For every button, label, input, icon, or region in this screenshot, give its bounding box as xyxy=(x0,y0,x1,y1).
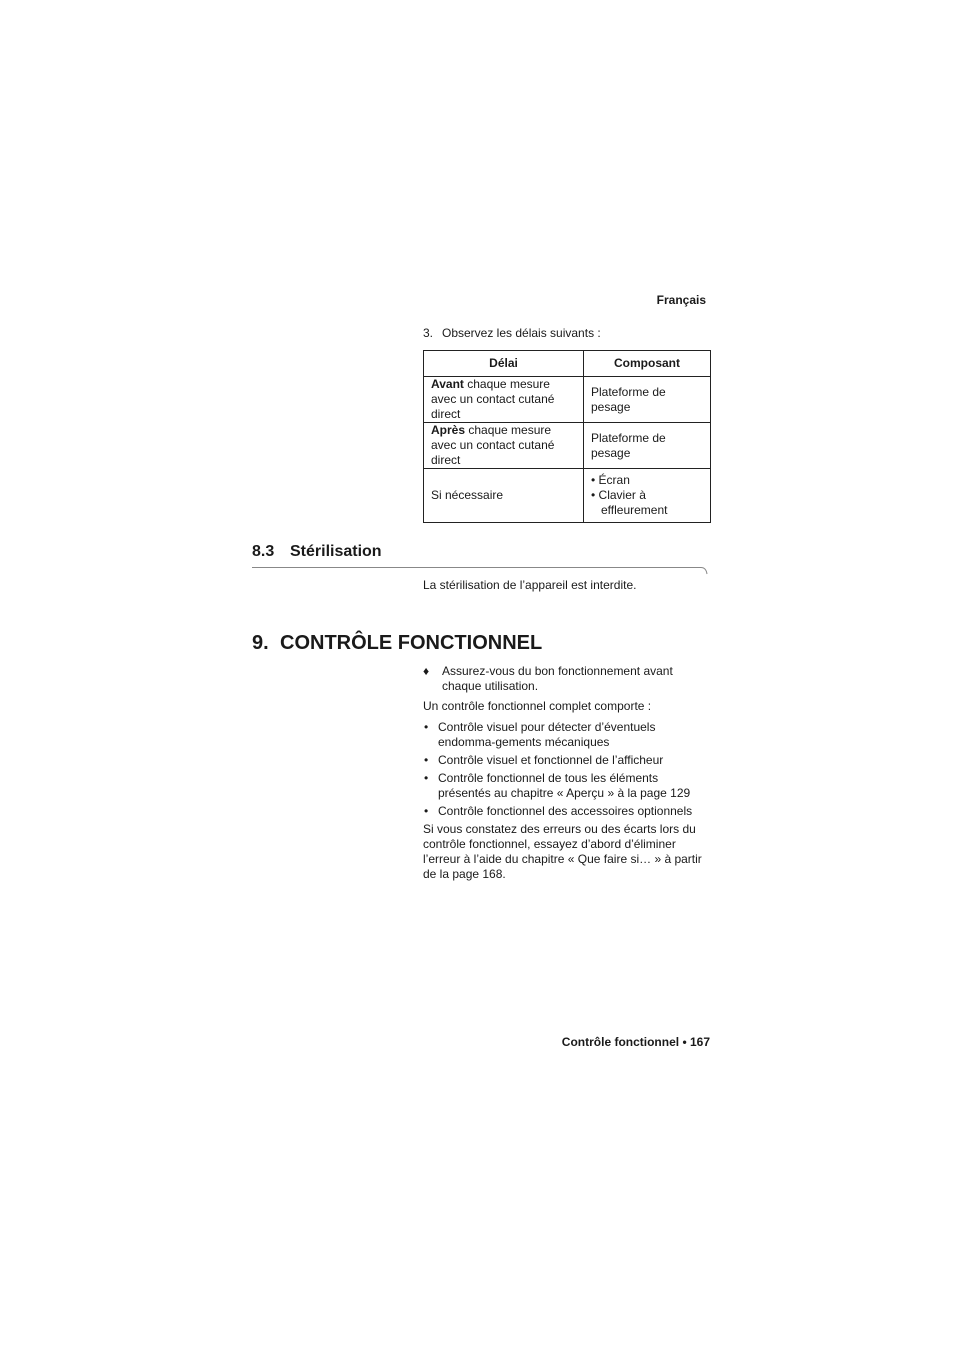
language-label: Français xyxy=(656,293,706,307)
table-row xyxy=(424,377,711,423)
section-title: Stérilisation xyxy=(290,543,382,560)
section-heading-8-3 xyxy=(252,543,382,561)
intro-text: Un contrôle fonctionnel complet comporte : xyxy=(423,699,652,713)
cleaning-delays-table xyxy=(423,350,711,523)
action-text: Assurez-vous du bon fonctionnement avant chaque utilisation. xyxy=(442,664,673,693)
check-list xyxy=(423,720,713,822)
component-cell: Plateforme de pesage xyxy=(584,377,711,423)
column-header-delay: Délai xyxy=(424,351,584,377)
list-item: • Contrôle visuel pour détecter d’éventuels endomma-gements mécaniques xyxy=(423,720,713,750)
delay-keyword: Après xyxy=(431,423,466,437)
component-cell xyxy=(584,469,711,523)
delay-description: chaque mesure avec un contact cutané direct xyxy=(431,377,555,421)
list-item: • Contrôle fonctionnel de tous les éléments présentés au chapitre « Aperçu » à la page 129 xyxy=(423,771,713,801)
list-item: • Clavier à effleurement xyxy=(591,488,668,517)
action-item xyxy=(423,664,713,694)
page-footer: Contrôle fonctionnel • 167 xyxy=(561,1035,710,1049)
list-item: • Contrôle visuel et fonctionnel de l’afficheur xyxy=(423,753,713,768)
diamond-bullet-icon: ♦ xyxy=(423,664,430,678)
table-row xyxy=(424,469,711,523)
step-text: Observez les délais suivants : xyxy=(442,326,601,340)
delay-cell: Si nécessaire xyxy=(424,469,584,523)
chapter-number: 9. xyxy=(252,632,269,654)
instruction-step xyxy=(423,326,601,340)
component-cell: Plateforme de pesage xyxy=(584,423,711,469)
table-header-row xyxy=(424,351,711,377)
list-item: • Contrôle fonctionnel des accessoires optionnels xyxy=(423,804,713,819)
column-header-component: Composant xyxy=(584,351,711,377)
troubleshooting-paragraph: Si vous constatez des erreurs ou des écarts lors du contrôle fonctionnel, essayez d’abord d’éliminer l’erreur à l’aide du chapitre « Que faire si… » à partir de la page 168. xyxy=(423,822,702,881)
list-item: • Écran xyxy=(591,473,630,487)
section-number: 8.3 xyxy=(252,543,275,560)
chapter-title: CONTRÔLE FONCTIONNEL xyxy=(280,632,543,654)
section-divider xyxy=(252,566,708,578)
sterilisation-text: La stérilisation de l’appareil est interdite. xyxy=(423,578,637,592)
delay-description: chaque mesure avec un contact cutané direct xyxy=(431,423,555,467)
delay-keyword: Avant xyxy=(431,377,464,391)
delay-cell xyxy=(424,423,584,469)
delay-cell xyxy=(424,377,584,423)
step-number: 3. xyxy=(423,326,434,340)
chapter-heading-9 xyxy=(252,632,542,655)
component-list xyxy=(591,473,704,518)
table-row xyxy=(424,423,711,469)
